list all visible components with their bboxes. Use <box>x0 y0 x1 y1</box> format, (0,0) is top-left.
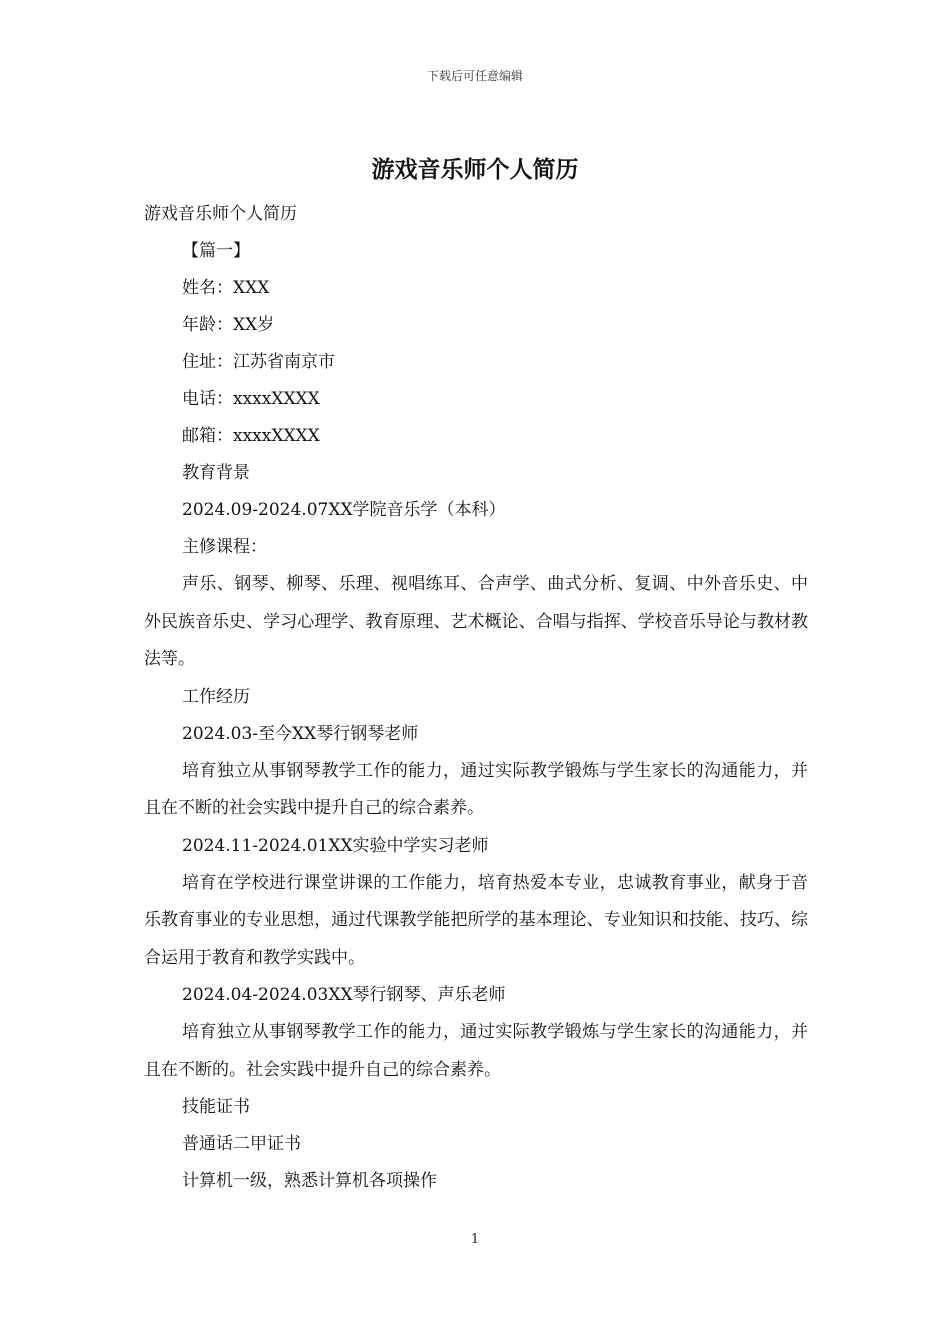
courses-paragraph: 声乐、钢琴、柳琴、乐理、视唱练耳、合声学、曲式分析、复调、中外音乐史、中外民族音乐史、学习心理学、教育原理、艺术概论、合唱与指挥、学校音乐导论与教材教法等。 <box>144 574 808 669</box>
personal-age: 年龄：XX岁 <box>182 315 275 335</box>
personal-name: 姓名：XXX <box>182 278 270 298</box>
education-entry: 2024.09-2024.07XX学院音乐学（本科） <box>182 500 506 520</box>
job-title: 2024.11-2024.01XX实验中学实习老师 <box>182 835 489 856</box>
section-marker: 【篇一】 <box>182 241 250 261</box>
personal-address: 住址：江苏省南京市 <box>182 352 335 372</box>
personal-email: 邮箱：xxxxXXXX <box>182 426 320 446</box>
document-subtitle: 游戏音乐师个人简历 <box>144 204 297 224</box>
job-title: 2024.04-2024.03XX琴行钢琴、声乐老师 <box>182 985 506 1005</box>
document-body <box>144 196 808 1200</box>
personal-phone: 电话：xxxxXXXX <box>182 389 320 409</box>
courses-label: 主修课程： <box>182 537 267 557</box>
skill-item: 计算机一级，熟悉计算机各项操作 <box>182 1171 437 1191</box>
skill-item: 普通话二甲证书 <box>182 1134 301 1154</box>
page-header-note: 下载后可任意编辑 <box>426 69 523 83</box>
document-title: 游戏音乐师个人简历 <box>371 156 579 183</box>
work-heading: 工作经历 <box>182 686 250 707</box>
page-number: 1 <box>470 1232 480 1247</box>
job-description: 培育独立从事钢琴教学工作的能力，通过实际教学锻炼与学生家长的沟通能力，并且在不断的。社会实践中提升自己的综合素养。 <box>144 1022 808 1080</box>
education-heading: 教育背景 <box>182 463 250 483</box>
job-description: 培育独立从事钢琴教学工作的能力，通过实际教学锻炼与学生家长的沟通能力，并且在不断的社会实践中提升自己的综合素养。 <box>144 760 808 818</box>
job-description: 培育在学校进行课堂讲课的工作能力，培育热爱本专业，忠诚教育事业，献身于音乐教育事业的专业思想，通过代课教学能把所学的基本理论、专业知识和技能、技巧、综合运用于教育和教学实践中。 <box>144 872 808 968</box>
skills-heading: 技能证书 <box>182 1097 250 1117</box>
job-title: 2024.03-至今XX琴行钢琴老师 <box>182 723 419 744</box>
